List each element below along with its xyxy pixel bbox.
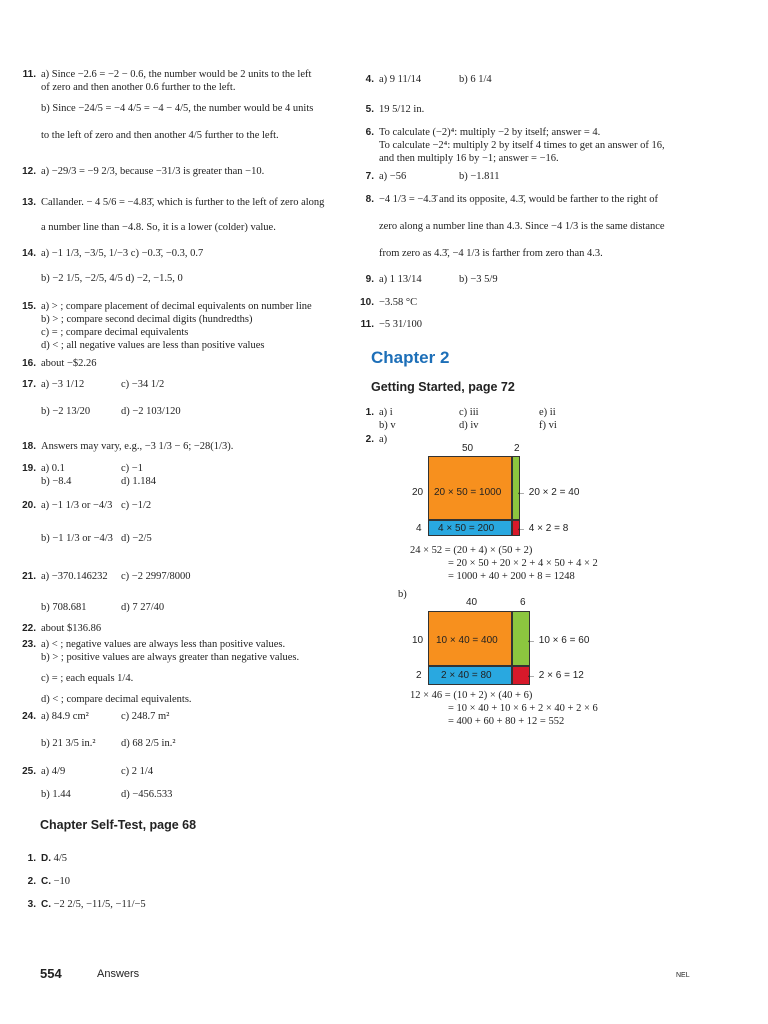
diagram-b-eq3: = 400 + 60 + 80 + 12 = 552 [448, 716, 565, 727]
diagram-b-side1-label: ← 10 × 6 = 60 [526, 635, 590, 646]
diagram-b-cell1-label: 10 × 40 = 400 [436, 635, 498, 646]
page-number: 554 [40, 966, 62, 981]
answer-12: 12. a) −29/3 = −9 2/3, because −31/3 is greater than −10. [22, 166, 265, 177]
diagram-a-eq3: = 1000 + 40 + 200 + 8 = 1248 [448, 571, 575, 582]
answer-22: 22. about $136.86 [22, 623, 102, 634]
diagram-b-side2-label: ← 2 × 6 = 12 [526, 670, 584, 681]
answer-r6: 6. To calculate (−2)⁴: multiply −2 by itself; answer = 4. To calculate −2⁴: multiply 2 by itself 4 times to get an answer of 16, and then multiply 16 by −1; answer = −16. [365, 127, 665, 164]
getting-started-2b-label: b) [398, 589, 407, 600]
answer-r11: 11. −5 31/100 [360, 319, 422, 330]
diagram-b-top-40: 40 [466, 597, 478, 608]
answer-14: 14. a) −1 1/3, −3/5, 1/−3 c) −0.3̄, −0.3, 0.7 b) −2 1/5, −2/5, 4/5 d) −2, −1.5, 0 [22, 248, 204, 284]
diagram-b-left-2: 2 [416, 670, 422, 681]
chapter-heading: Chapter 2 [371, 348, 450, 367]
footer-publisher: NEL [676, 972, 690, 979]
diagram-b-eq2: = 10 × 40 + 10 × 6 + 2 × 40 + 2 × 6 [448, 703, 598, 714]
answer-23: 23. a) < ; negative values are always less than positive values. b) > ; positive values are always greater than negative values. c) = ; each equals 1/4. d) < ; compare decimal equivalents. [22, 639, 300, 705]
getting-started-2: 2. a) [365, 434, 388, 445]
diagram-a-left-4: 4 [416, 523, 422, 534]
diagram-a-cell1-label: 20 × 50 = 1000 [434, 487, 502, 498]
answer-24: 24. a) 84.9 cm² c) 248.7 m² b) 21 3/5 in.² d) 68 2/5 in.² [22, 711, 176, 749]
diagram-a-top-50: 50 [462, 443, 474, 454]
self-test-answers: 1. D. 4/5 2. C. −10 3. C. −2 2/5, −11/5, −11/−5 [27, 853, 146, 910]
footer-label: Answers [97, 968, 140, 980]
answer-19: 19. a) 0.1 c) −1 b) −8.4 d) 1.184 [22, 463, 156, 487]
answer-13: 13. Callander. − 4 5/6 = −4.83̄, which is further to the left of zero along a number line than −4.8. So, it is a lower (colder) value. [22, 197, 325, 233]
answer-r8: 8. −4 1/3 = −4.3̄ and its opposite, 4.3̄, would be farther to the right of zero along a number line than 4.3. Since −4 1/3 is the same distance from zero as 4.3̄, −4 1/3 is farther from zero than 4.3. [365, 194, 665, 259]
diagram-a-eq2: = 20 × 50 + 20 × 2 + 4 × 50 + 4 × 2 [448, 558, 598, 569]
answer-25: 25. a) 4/9 c) 2 1/4 b) 1.44 d) −456.533 [22, 766, 173, 800]
getting-started-1: 1. a) i c) iii e) ii b) v d) iv f) vi [365, 407, 557, 431]
answer-15: 15. a) > ; compare placement of decimal equivalents on number line b) > ; compare second decimal digits (hundredths) c) = ; compare decimal equivalents d) < ; all negative values are less than positive values [22, 301, 312, 351]
answer-r10: 10. −3.58 °C [360, 297, 418, 308]
answer-20: 20. a) −1 1/3 or −4/3 c) −1/2 b) −1 1/3 or −4/3 d) −2/5 [22, 500, 152, 544]
answer-17: 17. a) −3 1/12 c) −34 1/2 b) −2 13/20 d) −2 103/120 [22, 379, 181, 417]
answer-r5: 5. 19 5/12 in. [365, 104, 425, 115]
answer-r4: 4. a) 9 11/14 b) 6 1/4 [365, 74, 492, 85]
diagram-a-left-20: 20 [412, 487, 424, 498]
diagram-b-left-10: 10 [412, 635, 424, 646]
answer-16: 16. about −$2.26 [22, 358, 97, 369]
diagram-a-side2-label: ← 4 × 2 = 8 [516, 523, 569, 534]
answer-r9: 9. a) 1 13/14 b) −3 5/9 [365, 274, 498, 285]
diagram-a-cell2-label: 4 × 50 = 200 [438, 523, 495, 534]
section-heading: Getting Started, page 72 [371, 380, 515, 394]
answer-11: 11. a) Since −2.6 = −2 − 0.6, the number would be 2 units to the left of zero and then another 0.6 further to the left. b) Since −24/5 = −4 4/5 = −4 − 4/5, the number would be 4 units to the left of zero and then another 4/5 further to the left. [22, 69, 314, 141]
answer-18: 18. Answers may vary, e.g., −3 1/3 − 6; −28(1/3). [22, 441, 234, 452]
answer-21: 21. a) −370.146232 c) −2 2997/8000 b) 708.681 d) 7 27/40 [22, 571, 191, 613]
diagram-b-cell2-label: 2 × 40 = 80 [441, 670, 492, 681]
diagram-a-eq1: 24 × 52 = (20 + 4) × (50 + 2) [410, 545, 533, 556]
answer-r7: 7. a) −56 b) −1.811 [365, 171, 500, 182]
diagram-b-top-6: 6 [520, 597, 526, 608]
self-test-title: Chapter Self-Test, page 68 [40, 818, 197, 832]
diagram-a-side1-label: ← 20 × 2 = 40 [516, 487, 580, 498]
diagram-b-eq1: 12 × 46 = (10 + 2) × (40 + 6) [410, 690, 533, 701]
diagram-a-top-2: 2 [514, 443, 520, 454]
